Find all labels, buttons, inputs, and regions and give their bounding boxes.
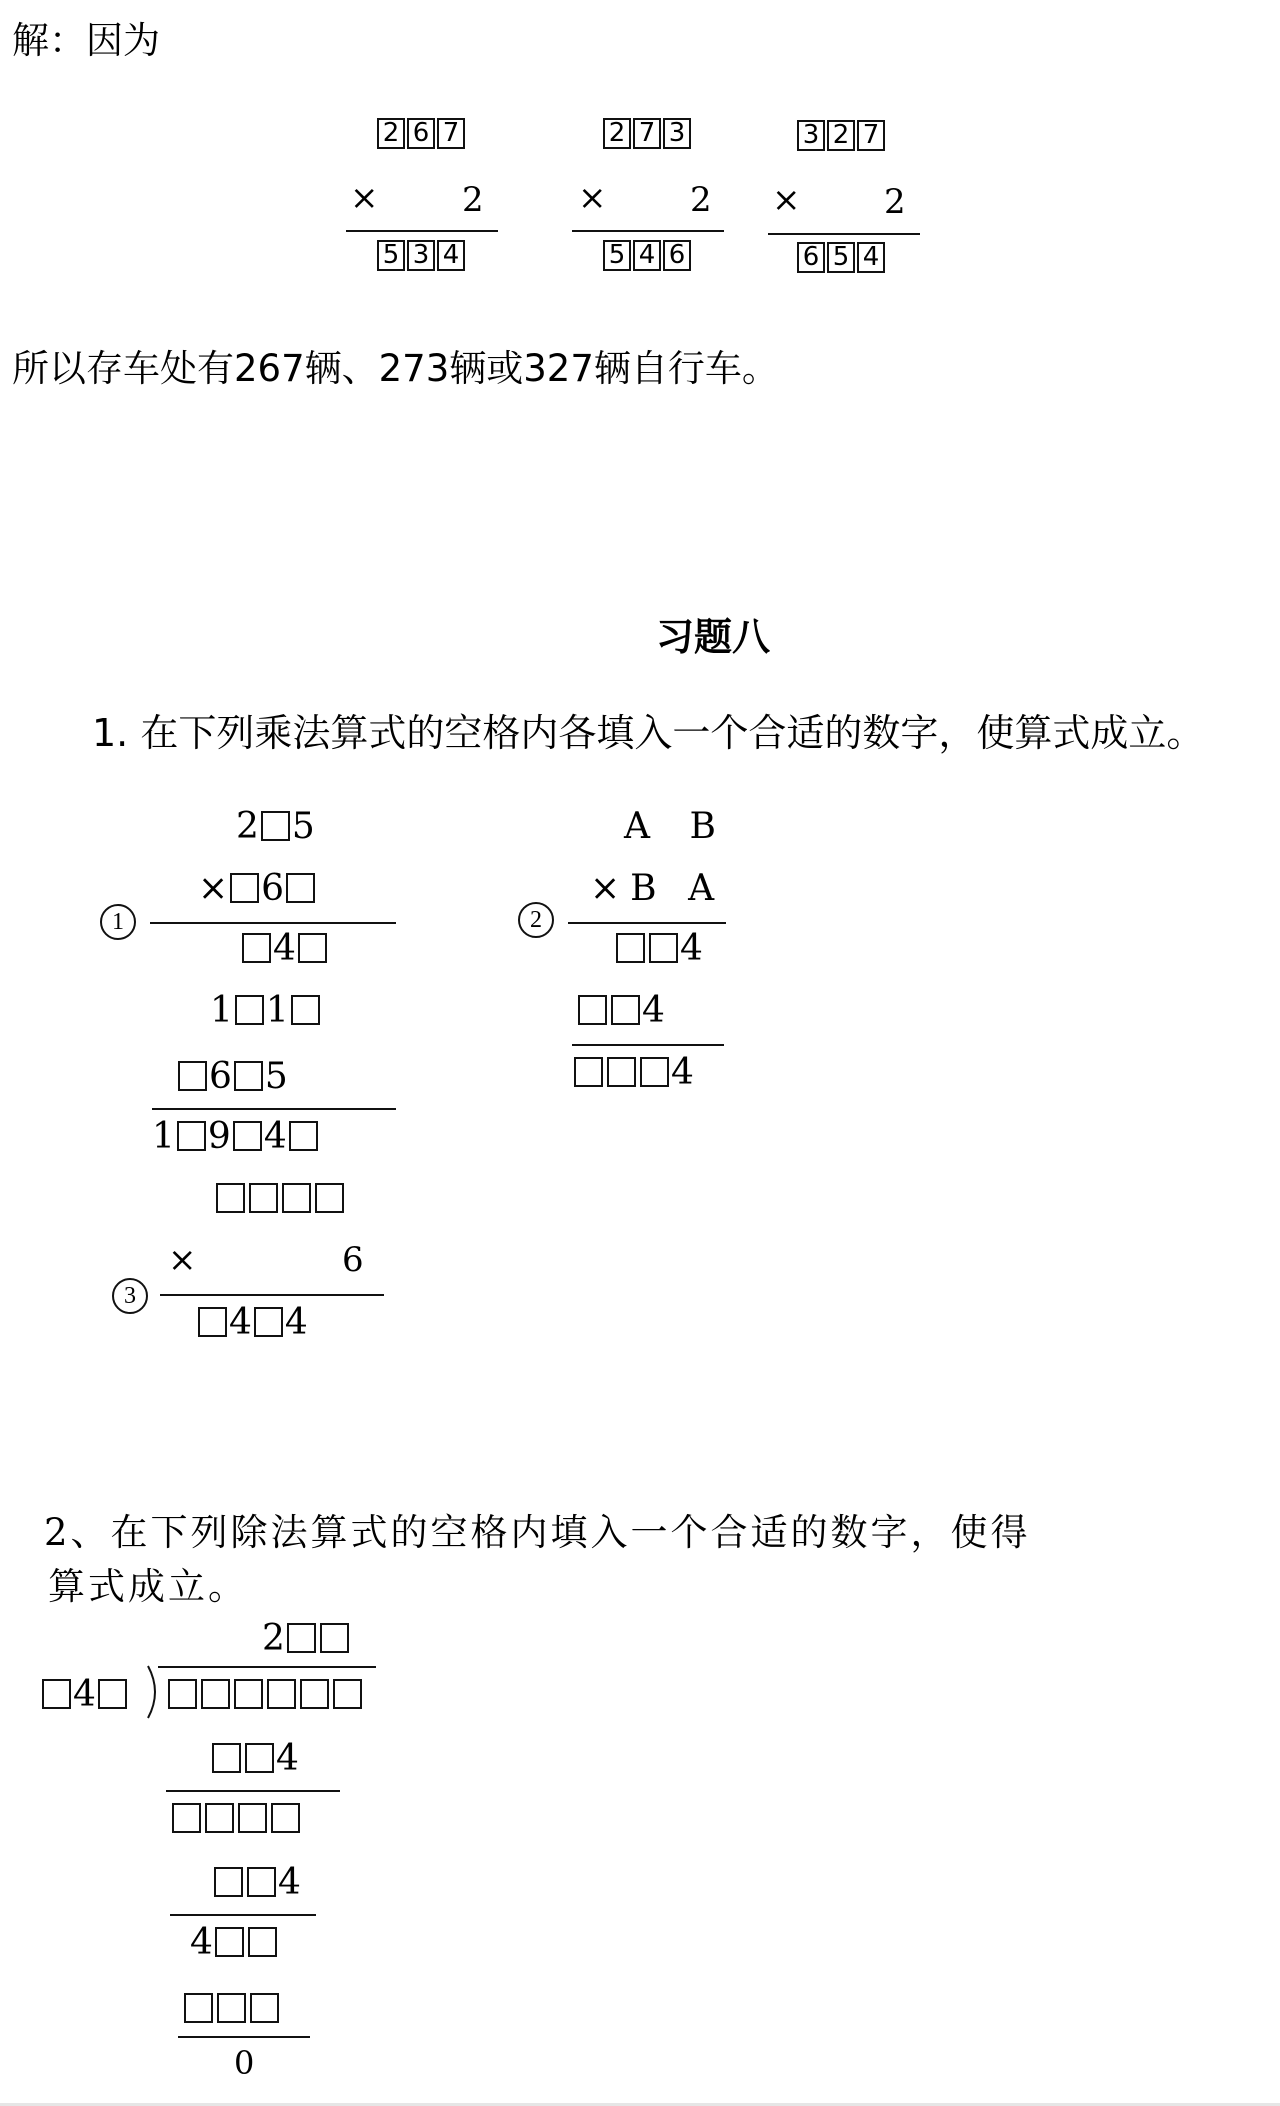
blank-box [205,1803,234,1833]
q2-step-3 [182,1988,281,2029]
blank-box [178,1061,207,1091]
p1-top [236,806,315,847]
p3-mult-sign: × [168,1240,197,1280]
blank-box [607,1057,636,1087]
solution-label: 解：因为 [12,19,160,62]
blank-box [267,1679,296,1709]
question-1-text: 1. 在下列乘法算式的空格内各填入一个合适的数字，使算式成立。 [92,711,1205,755]
digit: 6 [209,1056,232,1097]
digit: 6 [261,868,285,909]
blank-box [250,1993,279,2023]
p2-multiplier [590,868,724,909]
q2-division-bracket [144,1664,164,1720]
digit-box: 6 [663,240,691,271]
digit: 5 [264,1056,288,1097]
blank-box [578,995,607,1025]
digit-box: 3 [663,118,691,149]
p3-multiplier: 6 [342,1240,364,1280]
blank-box [611,995,640,1025]
equation-3-result [796,242,886,273]
p1-rule-2 [152,1108,396,1110]
blank-box [216,1183,245,1213]
blank-box [177,1121,206,1151]
q2-rule-1 [166,1790,340,1792]
equation-3-top [796,120,886,151]
digit-box: 2 [377,118,405,149]
blank-box [168,1679,197,1709]
blank-box [172,1803,201,1833]
blank-box [249,1183,278,1213]
blank-box [320,1623,349,1653]
blank-box [282,1183,311,1213]
q2-step-1 [210,1738,299,1779]
blank-box [616,933,645,963]
q2-rule-3 [178,2036,310,2038]
q2-quotient [262,1618,351,1659]
digit-box: 7 [437,118,465,149]
p1-marker: 1 [100,904,136,940]
p1-rule-1 [150,922,396,924]
blank-box [300,1679,329,1709]
equation-3-mult-sign: × [772,180,801,220]
blank-box [333,1679,362,1709]
digit: 4 [229,1302,252,1343]
p3-result [196,1302,308,1343]
digit: 4 [190,1922,213,1963]
p3-rule [160,1294,384,1296]
digit: 1 [265,990,289,1031]
p2-partial-2 [576,990,665,1031]
blank-box [298,933,327,963]
equation-1-multiplier: 2 [462,180,484,220]
p1-multiplier [198,868,317,909]
digit-box: 2 [603,118,631,149]
equation-1-top [376,118,466,149]
digit-box: 4 [857,242,885,273]
digit: 2 [236,806,259,847]
p2-partial-1 [614,928,703,969]
question-2-line-2: 算式成立。 [48,1565,248,1608]
blank-box [261,811,290,841]
p2-rule-1 [568,922,726,924]
digit-box: 3 [797,120,825,151]
blank-box [574,1057,603,1087]
blank-box [247,1867,276,1897]
p1-partial-2 [210,990,322,1031]
blank-box [201,1679,230,1709]
digit-box: 6 [407,118,435,149]
blank-box [215,1927,244,1957]
p2-marker: 2 [518,902,554,938]
equation-2-top [602,118,692,149]
digit-box: 4 [437,240,465,271]
digit-box: 7 [857,120,885,151]
blank-box [315,1183,344,1213]
digit: 4 [278,1862,301,1903]
digit: 9 [207,1116,231,1157]
exercise-title: 习题八 [656,615,771,659]
letter: B [689,806,730,847]
letter: A [688,868,725,909]
blank-box [198,1307,227,1337]
digit: 4 [276,1738,299,1779]
equation-2-rule [572,230,724,232]
p3-top [214,1178,346,1219]
blank-box [42,1679,71,1709]
p1-result [152,1116,320,1157]
digit-box: 2 [827,120,855,151]
q2-remainder-1 [170,1798,302,1839]
digit-box: 5 [827,242,855,273]
mult-sign: × [198,868,229,909]
blank-box [242,933,271,963]
p2-result [572,1052,694,1093]
digit: 4 [73,1674,96,1715]
blank-box [287,1623,316,1653]
blank-box [640,1057,669,1087]
blank-box [217,1993,246,2023]
blank-box [233,1121,262,1151]
blank-box [289,1121,318,1151]
equation-2-multiplier: 2 [690,180,712,220]
blank-box [212,1743,241,1773]
digit: 4 [263,1116,287,1157]
blank-box [234,1679,263,1709]
equation-1-result [376,240,466,271]
letter: A [624,806,664,847]
digit: 4 [642,990,665,1031]
blank-box [230,873,259,903]
equation-1-rule [346,230,498,232]
q2-final: 0 [234,2044,255,2082]
blank-box [98,1679,127,1709]
q2-remainder-2 [190,1922,279,1963]
solution-conclusion: 所以存车处有267辆、273辆或327辆自行车。 [12,347,779,390]
mult-letter: ×B [590,868,667,909]
p1-partial-1 [240,928,329,969]
digit-box: 7 [633,118,661,149]
equation-2-result [602,240,692,271]
blank-box [286,873,315,903]
q2-division-bar [158,1666,376,1668]
digit-box: 6 [797,242,825,273]
q2-rule-2 [170,1914,316,1916]
p3-marker: 3 [112,1278,148,1314]
digit: 4 [680,928,703,969]
p2-rule-2 [572,1044,724,1046]
digit-box: 5 [603,240,631,271]
digit: 4 [284,1302,308,1343]
digit: 1 [152,1116,175,1157]
blank-box [291,995,320,1025]
blank-box [235,995,264,1025]
digit-box: 3 [407,240,435,271]
blank-box [184,1993,213,2023]
q2-dividend [166,1674,364,1715]
equation-2-mult-sign: × [578,178,607,218]
blank-box [248,1927,277,1957]
p1-partial-3 [176,1056,288,1097]
question-2-line-1: 2、在下列除法算式的空格内填入一个合适的数字，使得 [44,1511,1031,1554]
blank-box [234,1061,263,1091]
equation-3-rule [768,233,920,235]
equation-1-mult-sign: × [350,178,379,218]
blank-box [254,1307,283,1337]
digit: 4 [273,928,296,969]
q2-step-2 [212,1862,301,1903]
blank-box [271,1803,300,1833]
digit: 1 [210,990,233,1031]
blank-box [238,1803,267,1833]
digit-box: 4 [633,240,661,271]
p2-top [624,806,730,847]
equation-3-multiplier: 2 [884,182,906,222]
digit: 5 [291,806,315,847]
digit: 4 [671,1052,694,1093]
digit-box: 5 [377,240,405,271]
q2-divisor [40,1674,129,1715]
blank-box [214,1867,243,1897]
blank-box [649,933,678,963]
digit: 2 [262,1618,285,1659]
blank-box [245,1743,274,1773]
